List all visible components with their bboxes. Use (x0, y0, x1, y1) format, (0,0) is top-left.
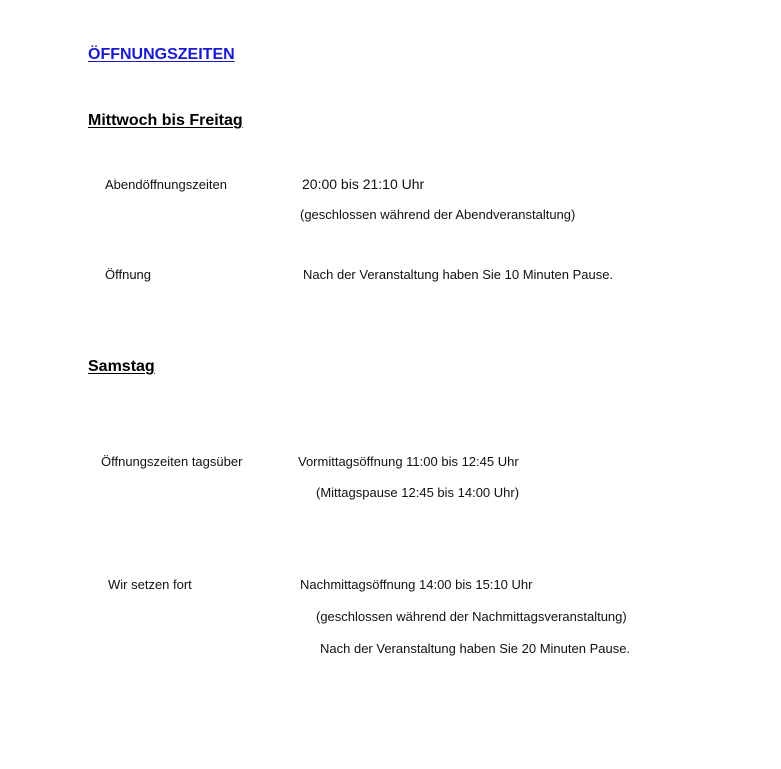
row-value-pause-20-min: Nach der Veranstaltung haben Sie 20 Minuten Pause. (320, 641, 631, 656)
row-label-abendoeffnungszeiten: Abendöffnungszeiten (105, 177, 227, 192)
row-value-evening-hours: 20:00 bis 21:10 Uhr (302, 176, 425, 192)
row-value-lunch-break: (Mittagspause 12:45 bis 14:00 Uhr) (316, 485, 520, 500)
row-value-afternoon-hours: Nachmittagsöffnung 14:00 bis 15:10 Uhr (300, 577, 533, 592)
row-label-oeffnung: Öffnung (105, 267, 152, 282)
row-value-afternoon-closed-note: (geschlossen während der Nachmittagsveranstaltung) (316, 609, 627, 624)
section-heading-mittwoch-bis-freitag: Mittwoch bis Freitag (88, 112, 243, 129)
row-value-pause-10-min: Nach der Veranstaltung haben Sie 10 Minuten Pause. (303, 267, 614, 282)
row-value-evening-closed-note: (geschlossen während der Abendveranstaltung) (300, 207, 576, 222)
section-heading-samstag: Samstag (88, 358, 155, 375)
row-label-wir-setzen-fort: Wir setzen fort (108, 577, 192, 592)
row-value-morning-hours: Vormittagsöffnung 11:00 bis 12:45 Uhr (298, 454, 519, 469)
page-title: ÖFFNUNGSZEITEN (88, 46, 235, 63)
row-label-oeffnungszeiten-tagsueber: Öffnungszeiten tagsüber (101, 454, 243, 469)
